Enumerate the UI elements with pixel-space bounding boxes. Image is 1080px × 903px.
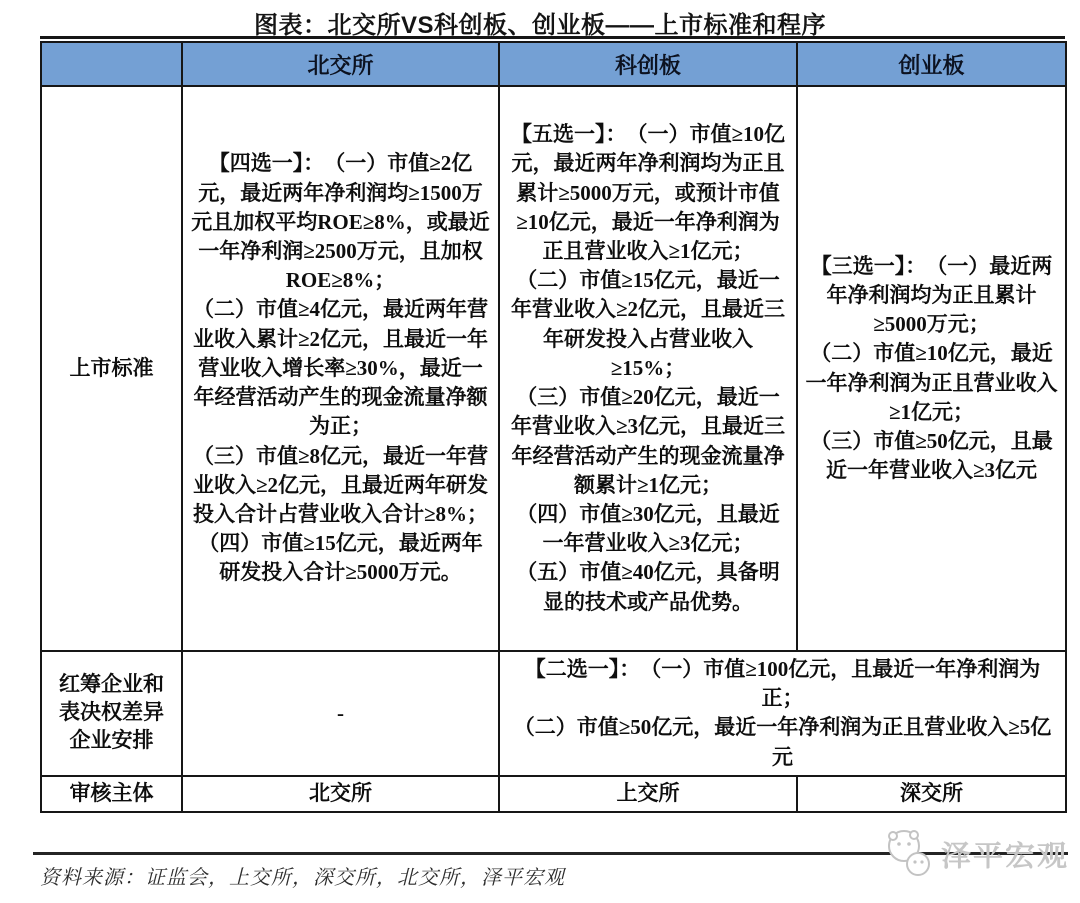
text-line: （三）市值≥20亿元，最近一年营业收入≥3亿元，且最近三年经营活动产生的现金流量净额累计≥1亿元； bbox=[510, 385, 786, 497]
table-row-listing-standards bbox=[41, 86, 1066, 651]
text-line: （五）市值≥40亿元，具备明显的技术或产品优势。 bbox=[516, 560, 780, 614]
listing-standards-table bbox=[40, 41, 1067, 813]
brand-watermark bbox=[885, 826, 1069, 880]
text-line: （三）市值≥50亿元，且最近一年营业收入≥3亿元 bbox=[810, 428, 1053, 483]
cell-review-chinext: 深交所 bbox=[797, 776, 1066, 812]
text-line: 【三选一】： （一）最近两年净利润均为正且累计≥5000万元； bbox=[810, 253, 1053, 337]
source-note: 资料来源：证监会，上交所，深交所，北交所，泽平宏观 bbox=[40, 867, 565, 889]
header-row bbox=[41, 42, 1066, 86]
header-corner-cell bbox=[41, 42, 182, 86]
text-line: （二）市值≥4亿元，最近两年营业收入累计≥2亿元，且最近一年营业收入增长率≥30%，最近一年经营活动产生的现金流量净额为正； bbox=[192, 297, 489, 439]
text-line: （二）市值≥50亿元，最近一年净利润为正且营业收入≥5亿元 bbox=[513, 715, 1052, 769]
text-line: （四）市值≥15亿元，最近两年研发投入合计≥5000万元。 bbox=[198, 531, 483, 585]
page-title: 图表：北交所VS科创板、创业板——上市标准和程序 bbox=[253, 12, 826, 39]
mascot-logo-icon bbox=[885, 826, 935, 880]
header-bjse: 北交所 bbox=[182, 42, 499, 86]
text-line: （二）市值≥10亿元，最近一年净利润为正且营业收入≥1亿元； bbox=[805, 341, 1058, 424]
table-row-redchip bbox=[41, 651, 1066, 776]
text-line: 【四选一】： （一）市值≥2亿元，最近两年净利润均≥1500万元且加权平均ROE≥8%，或最近一年净利润≥2500万元，且加权ROE≥8%； bbox=[191, 151, 490, 293]
cell-redchip-merged bbox=[499, 651, 1066, 776]
row-label-redchip bbox=[41, 651, 182, 776]
cell-listing-bjse bbox=[182, 86, 499, 651]
header-star: 科创板 bbox=[499, 42, 797, 86]
cell-redchip-bjse: - bbox=[182, 651, 499, 776]
text-line: 企业安排 bbox=[69, 729, 154, 753]
text-line: 【五选一】： （一）市值≥10亿元，最近两年净利润均为正且累计≥5000万元，或预计市值≥10亿元，最近一年净利润为正且营业收入≥1亿元； bbox=[510, 122, 786, 264]
cell-listing-star bbox=[499, 86, 797, 651]
text-line: （三）市值≥8亿元，最近一年营业收入≥2亿元，且最近两年研发投入合计占营业收入合计≥8%； bbox=[192, 443, 489, 526]
row-label-review-body: 审核主体 bbox=[41, 776, 182, 812]
comparison-table bbox=[40, 36, 1065, 813]
watermark-text: 泽平宏观 bbox=[941, 840, 1069, 872]
header-chinext: 创业板 bbox=[797, 42, 1066, 86]
text-line: （四）市值≥30亿元，且最近一年营业收入≥3亿元； bbox=[516, 501, 780, 556]
text-line: （二）市值≥15亿元，最近一年营业收入≥2亿元，且最近三年研发投入占营业收入≥15%； bbox=[510, 268, 786, 380]
row-label-listing-standards: 上市标准 bbox=[41, 86, 182, 651]
table-row-review-body bbox=[41, 776, 1066, 812]
cell-review-bjse: 北交所 bbox=[182, 776, 499, 812]
cell-listing-chinext bbox=[797, 86, 1066, 651]
text-line: 红筹企业和 bbox=[59, 673, 164, 697]
cell-review-star: 上交所 bbox=[499, 776, 797, 812]
text-line: 【二选一】： （一）市值≥100亿元，且最近一年净利润为正； bbox=[524, 657, 1041, 711]
text-line: 表决权差异 bbox=[59, 701, 164, 725]
